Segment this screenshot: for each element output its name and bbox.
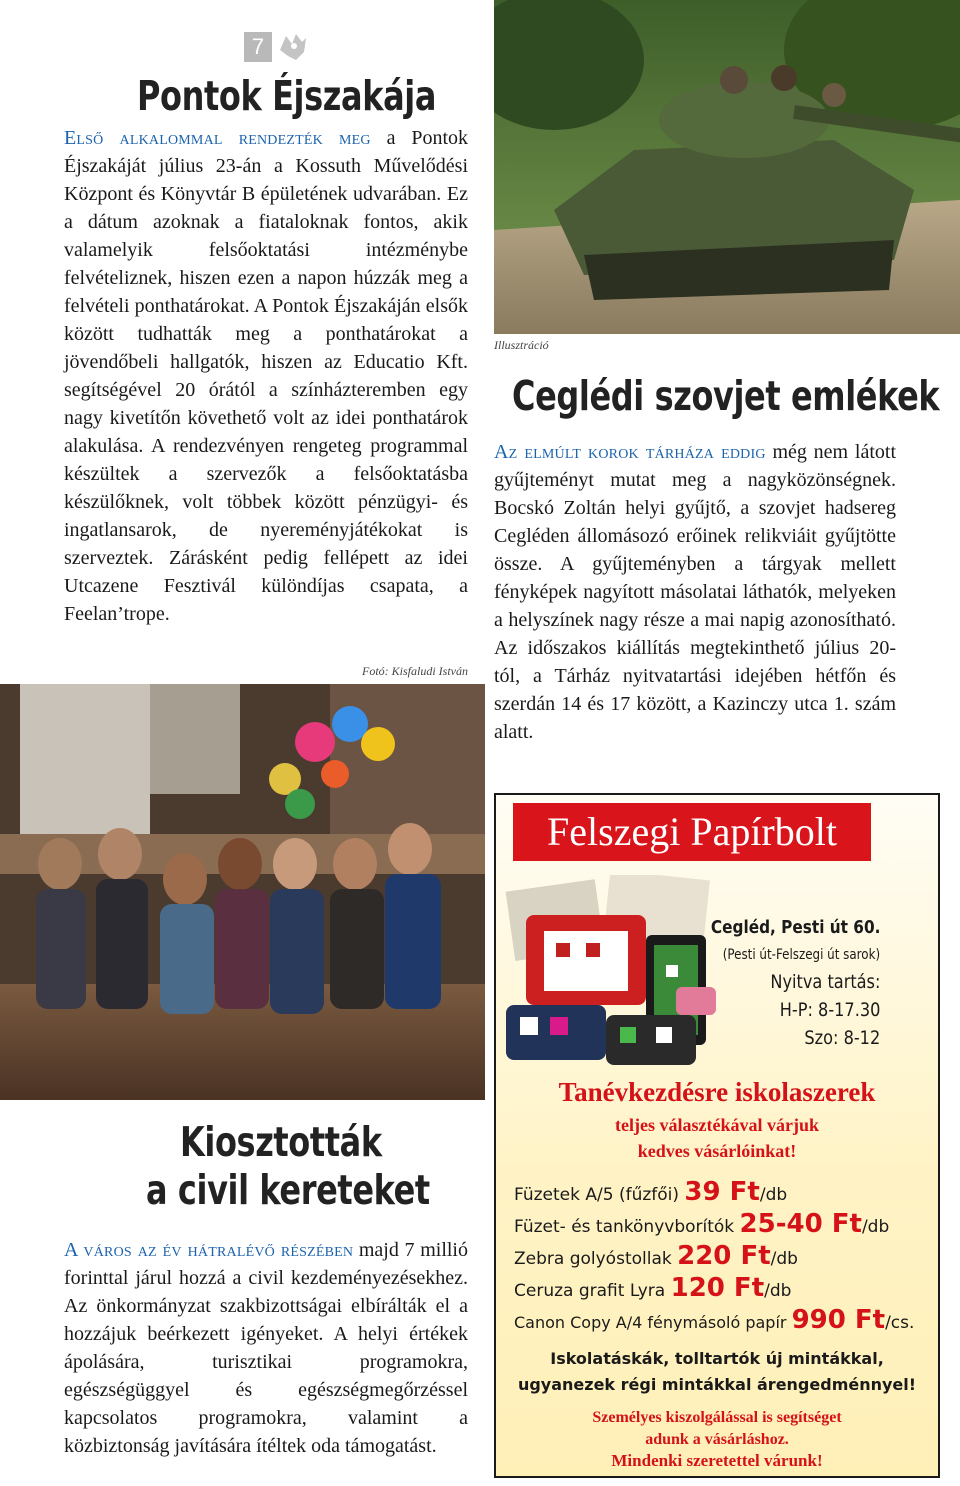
- ad-footer-line3: Mindenki szeretettel várunk!: [611, 1451, 823, 1470]
- price-unit: /db: [759, 1185, 788, 1205]
- ad-hours-saturday: Szo: 8-12: [804, 1027, 880, 1049]
- price-unit: /db: [861, 1217, 890, 1237]
- article1-photo-credit: Fotó: Kisfaludi István: [362, 664, 468, 678]
- article1-title: Pontok Éjszakája: [137, 72, 437, 120]
- article2-text: majd 7 millió forinttal járul hozzá a civil kezdeményezésekhez. Az önkormányzat szakbizottságai elbírálták el a hozzájuk beérkezett igényeket. A helyi értékek ápolására, turisztikai programokra, egészségüggyel és egészségmegőrzéssel kapcsolatos programokra, valamint a közbiztonság javítására ítéltek oda támogatást.: [64, 1239, 468, 1457]
- price-row: [514, 1273, 791, 1303]
- article2-body: [64, 1236, 468, 1460]
- ad-footer-line1: Személyes kiszolgálással is segítséget: [592, 1409, 842, 1426]
- article3-body: [494, 438, 896, 746]
- price-row: [514, 1305, 914, 1335]
- ad-banner-title: Felszegi Papírbolt: [513, 803, 871, 861]
- price-row: [514, 1177, 787, 1207]
- tank-photo: [494, 0, 960, 334]
- ad-promo-line2: ugyanezek régi mintákkal árengedménnyel!: [517, 1375, 917, 1394]
- ad-address-note: (Pesti út-Felszegi út sarok): [722, 947, 880, 963]
- ad-address: Cegléd, Pesti út 60.: [710, 917, 880, 938]
- ad-sub-line2: kedves vásárlóinkat!: [637, 1141, 797, 1161]
- price-item-name: Canon Copy A/4 fénymásoló papír: [514, 1313, 792, 1332]
- price-unit: /cs.: [885, 1313, 915, 1333]
- ad-sub-line1: teljes választékával várjuk: [615, 1115, 819, 1135]
- article2-title-line2: a civil kereteket: [146, 1166, 430, 1214]
- ad-hours-label: Nyitva tartás:: [769, 971, 880, 993]
- price-value: 25-40 Ft: [739, 1209, 862, 1239]
- article3-title: Ceglédi szovjet emlékek: [512, 372, 940, 420]
- price-value: 220 Ft: [677, 1241, 771, 1271]
- price-item-name: Füzetek A/5 (fűzfői): [514, 1185, 685, 1205]
- article2-lead: A város az év hátralévő részében: [64, 1239, 354, 1261]
- ad-hours-weekday: H-P: 8-17.30: [779, 999, 880, 1021]
- article1-lead: Első alkalommal rendezték meg: [64, 127, 371, 149]
- article1-body: [64, 124, 468, 628]
- event-photo: [0, 684, 485, 1100]
- article3-lead: Az elmúlt korok tárháza eddig: [494, 441, 766, 463]
- price-row: [514, 1209, 889, 1239]
- page-number: 7: [244, 32, 272, 62]
- price-unit: /db: [770, 1249, 798, 1269]
- price-unit: /db: [764, 1281, 792, 1301]
- article3-text: még nem látott gyűjteményt mutat meg a nagyközönségnek. Bocskó Zoltán helyi gyűjtő, a szovjet hadsereg Cegléden állomásozó erőinek relikviáit gyűjtötte össze. A gyűjteményben a tárgyak mellett fényképek nagyított másolatai láthatók, melyeken a helyszínek nagy része a mai napig azonosítható. Az időszakos kiállítás megtekinthető július 20-tól, a Tárház nyitvatartási idejében hétfőn és szerdán 14 és 17 között, a Kazinczy utca 1. szám alatt.: [494, 441, 896, 743]
- price-value: 120 Ft: [670, 1273, 765, 1303]
- ad-footer-line2: adunk a vásárláshoz.: [645, 1431, 789, 1448]
- city-crest-icon: [276, 30, 310, 64]
- price-row: [514, 1241, 798, 1271]
- article2-title-line1: Kiosztották: [180, 1118, 382, 1166]
- papirbolt-ad: [494, 793, 940, 1478]
- price-value: 39 Ft: [684, 1177, 760, 1207]
- price-item-name: Zebra golyóstollak: [514, 1249, 678, 1269]
- ad-headline: Tanévkezdésre iskolaszerek: [558, 1077, 876, 1107]
- price-item-name: Ceruza grafit Lyra: [514, 1281, 671, 1301]
- school-supplies-photo: [496, 875, 736, 1075]
- price-value: 990 Ft: [791, 1305, 886, 1335]
- article3-caption: Illusztráció: [494, 338, 549, 352]
- ad-promo-line1: Iskolatáskák, tolltartók új mintákkal,: [550, 1349, 884, 1368]
- article1-text: a Pontok Éjszakáját július 23-án a Kossuth Művelődési Központ és Könyvtár B épületének udvarában. Ez a dátum azoknak a fiataloknak fontos, akik valamelyik felsőoktatási intézménybe felvételiznek, hiszen ezen a napon húzzák meg a felvételi ponthatárokat. A Pontok Éjszakáján elsők között tudhatták meg a ponthatárokat a jövendőbeli hallgatók, hiszen az Educatio Kft. segítségével 20 órától a színházteremben egy nagy kivetítőn követhető volt az idei ponthatárok alakulása. A rendezvényen rengeteg programmal készültek a szervezők a felsőoktatásba készülőknek, volt többek között pénzügyi- és ingatlansarok, de nyereményjátékokat is szerveztek. Zárásként pedig fellépett az idei Utcazene Fesztivál különdíjas csapata, a Feelan’trope.: [64, 127, 469, 625]
- price-item-name: Füzet- és tankönyvborítók: [514, 1217, 740, 1237]
